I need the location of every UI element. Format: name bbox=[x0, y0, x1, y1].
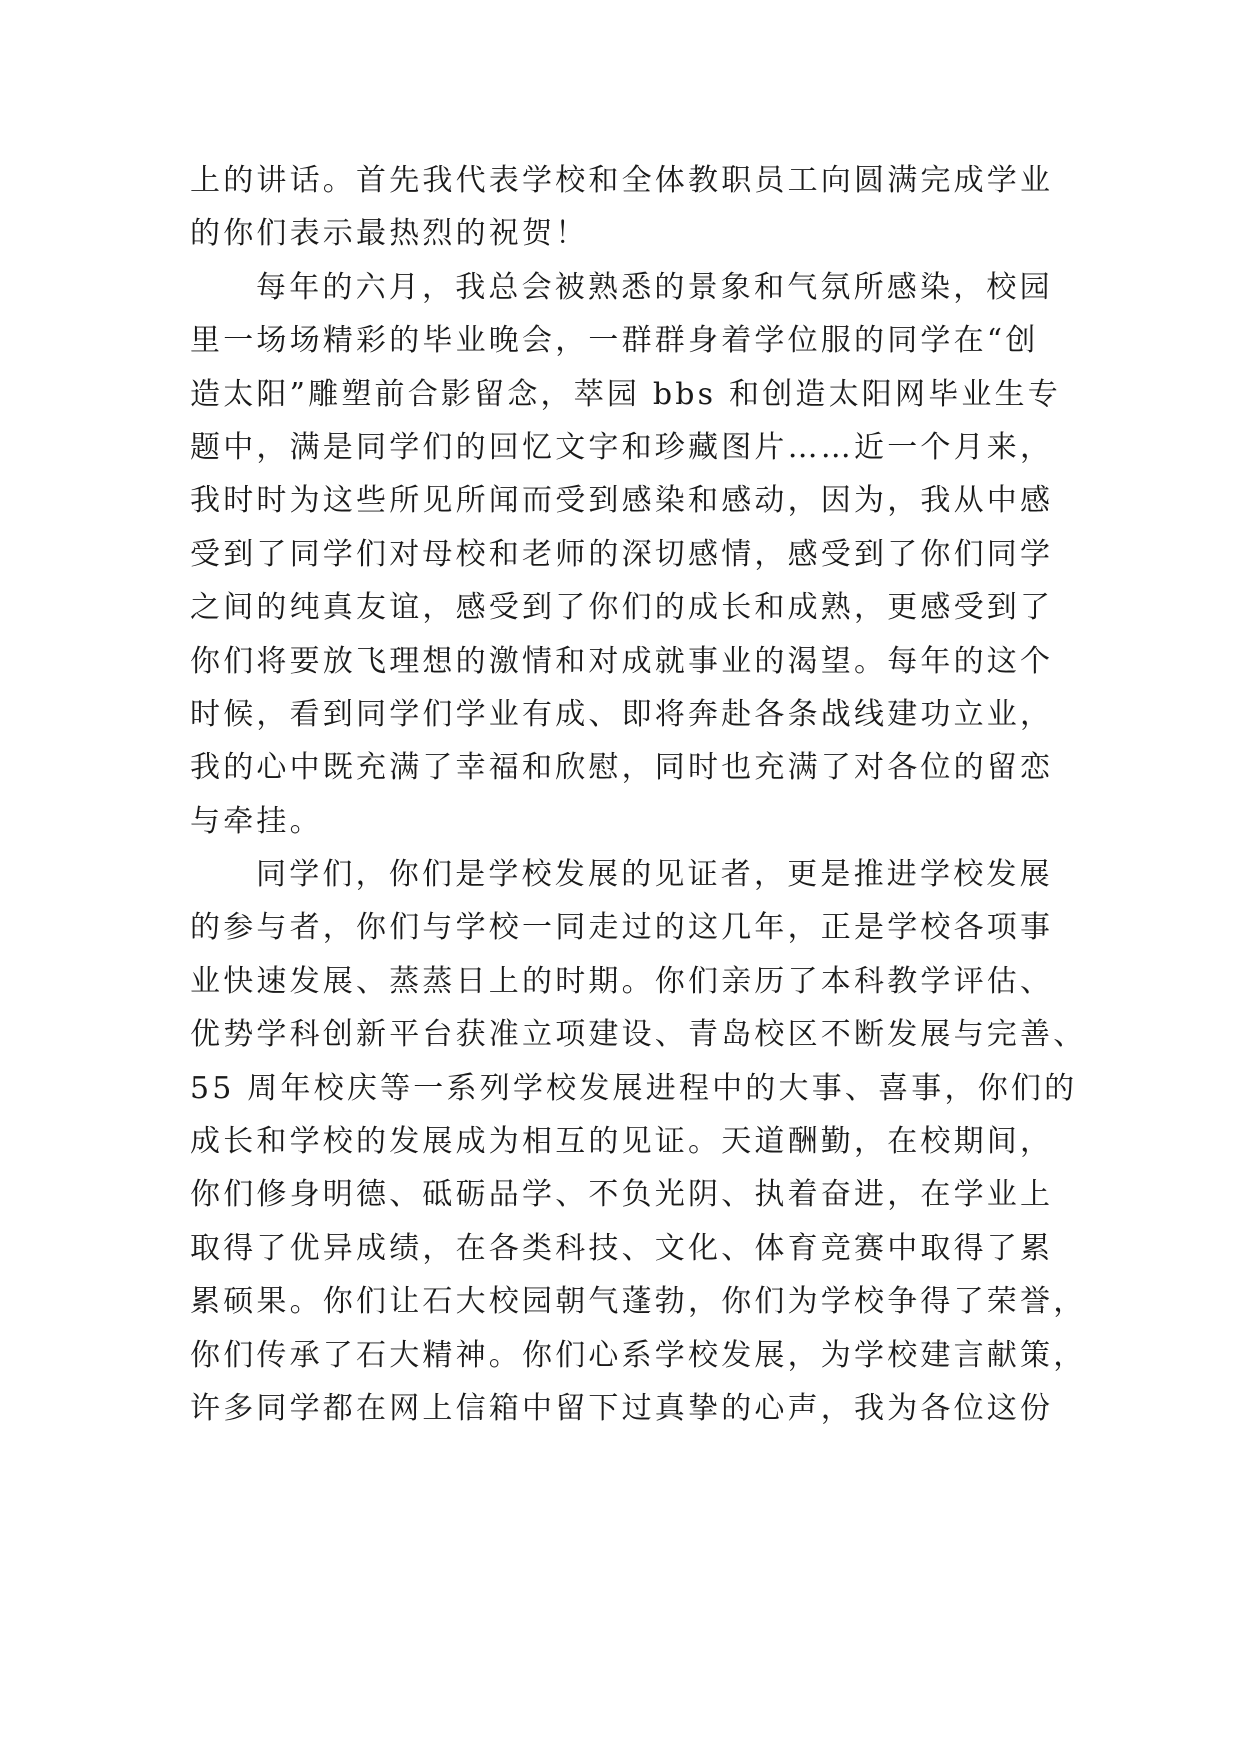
text-line: 题中，满是同学们的回忆文字和珍藏图片……近一个月来， bbox=[190, 429, 1054, 465]
paragraph-1 bbox=[190, 154, 1054, 261]
text-line: 取得了优异成绩，在各类科技、文化、体育竞赛中取得了累 bbox=[190, 1230, 1054, 1266]
paragraph-2 bbox=[190, 261, 1062, 848]
text-line: 我时时为这些所见所闻而受到感染和感动，因为，我从中感 bbox=[190, 483, 1054, 519]
paragraph-3 bbox=[190, 848, 1087, 1435]
text-line: 累硕果。你们让石大校园朝气蓬勃，你们为学校争得了荣誉， bbox=[190, 1284, 1087, 1320]
text-line: 受到了同学们对母校和老师的深切感情，感受到了你们同学 bbox=[190, 536, 1054, 572]
text-line: 你们将要放飞理想的激情和对成就事业的渴望。每年的这个 bbox=[190, 643, 1054, 679]
text-line: 造太阳”雕塑前合影留念，萃园 bbs 和创造太阳网毕业生专 bbox=[190, 376, 1062, 412]
text-line: 时候，看到同学们学业有成、即将奔赴各条战线建功立业， bbox=[190, 696, 1054, 732]
text-line: 我的心中既充满了幸福和欣慰，同时也充满了对各位的留恋 bbox=[190, 750, 1054, 786]
text-line: 你们传承了石大精神。你们心系学校发展，为学校建言献策， bbox=[190, 1337, 1087, 1373]
text-line: 55 周年校庆等一系列学校发展进程中的大事、喜事，你们的 bbox=[190, 1070, 1078, 1106]
text-line: 之间的纯真友谊，感受到了你们的成长和成熟，更感受到了 bbox=[190, 590, 1054, 626]
text-line: 里一场场精彩的毕业晚会，一群群身着学位服的同学在“创 bbox=[190, 323, 1039, 359]
text-line: 业快速发展、蒸蒸日上的时期。你们亲历了本科教学评估、 bbox=[190, 963, 1054, 999]
text-line: 的参与者，你们与学校一同走过的这几年，正是学校各项事 bbox=[190, 910, 1054, 946]
text-line: 的你们表示最热烈的祝贺！ bbox=[190, 216, 589, 252]
text-line: 与牵挂。 bbox=[190, 803, 323, 839]
text-line: 成长和学校的发展成为相互的见证。天道酬勤，在校期间， bbox=[190, 1124, 1054, 1160]
text-line: 每年的六月，我总会被熟悉的景象和气氛所感染，校园 bbox=[256, 269, 1053, 305]
text-line: 同学们，你们是学校发展的见证者，更是推进学校发展 bbox=[256, 857, 1053, 893]
text-line: 你们修身明德、砥砺品学、不负光阴、执着奋进，在学业上 bbox=[190, 1177, 1054, 1213]
body-text bbox=[190, 154, 1087, 1435]
text-line: 上的讲话。首先我代表学校和全体教职员工向圆满完成学业 bbox=[190, 163, 1054, 198]
text-line: 许多同学都在网上信箱中留下过真挚的心声，我为各位这份 bbox=[190, 1390, 1054, 1426]
text-line: 优势学科创新平台获准立项建设、青岛校区不断发展与完善、 bbox=[190, 1017, 1087, 1053]
